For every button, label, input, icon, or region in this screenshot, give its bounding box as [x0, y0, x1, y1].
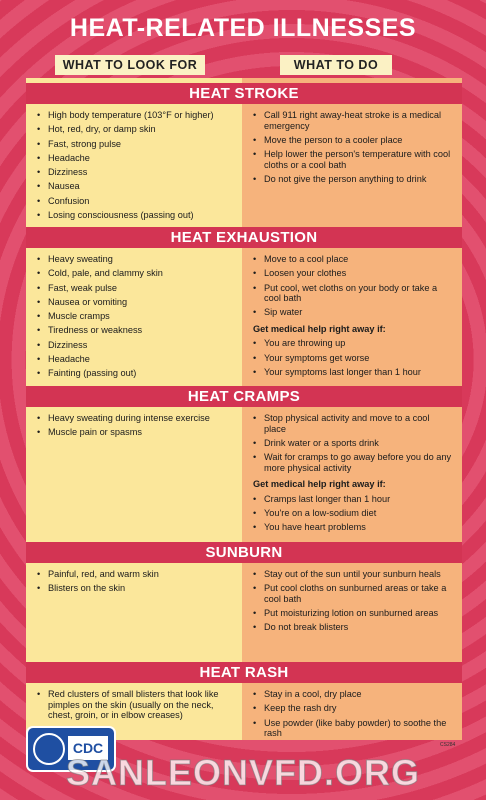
list-item: • Put cool cloths on sunburned areas or take a cool bath [252, 583, 452, 604]
list-item: • Your symptoms last longer than 1 hour [252, 367, 452, 378]
list-item: • Do not give the person anything to drink [252, 174, 452, 185]
list-item: • Blisters on the skin [36, 583, 236, 594]
medical-help-list [252, 338, 452, 377]
list-item: • Heavy sweating during intense exercise [36, 413, 236, 424]
list-item: • Sip water [252, 307, 452, 318]
list-item: • Tiredness or weakness [36, 325, 236, 336]
cdc-logo-text: CDC [68, 736, 108, 760]
action-list [252, 569, 452, 633]
watermark: SANLEONVFD.ORG [65, 752, 420, 793]
look-for-column [36, 569, 236, 598]
list-item: • Use powder (like baby powder) to soothe the rash [252, 718, 452, 739]
section-heat-exhaustion [26, 227, 462, 379]
list-item: • Keep the rash dry [252, 703, 452, 714]
action-list [252, 110, 452, 184]
look-for-column [36, 254, 236, 383]
medical-help-heading: Get medical help right away if: [253, 479, 386, 490]
list-item: • You have heart problems [252, 522, 452, 533]
list-item: • Stay in a cool, dry place [252, 689, 452, 700]
list-item: • Muscle pain or spasms [36, 427, 236, 438]
page-title: HEAT-RELATED ILLNESSES [69, 14, 417, 42]
list-item: • Hot, red, dry, or damp skin [36, 124, 236, 135]
list-item: • Stay out of the sun until your sunburn heals [252, 569, 452, 580]
list-item: • Call 911 right away-heat stroke is a medical emergency [252, 110, 452, 131]
list-item: • Wait for cramps to go away before you do any more physical activity [252, 452, 452, 473]
list-item: • Losing consciousness (passing out) [36, 210, 236, 221]
action-list [252, 254, 452, 318]
action-list [252, 689, 452, 739]
what-to-do-column [252, 689, 452, 742]
action-list [252, 413, 452, 473]
list-item: • Cramps last longer than 1 hour [252, 494, 452, 505]
list-item: • Stop physical activity and move to a cool place [252, 413, 452, 434]
list-item: • Dizziness [36, 167, 236, 178]
list-item: • Move to a cool place [252, 254, 452, 265]
column-header-what-to-do: WHAT TO DO [280, 55, 392, 75]
list-item: • Fast, strong pulse [36, 139, 236, 150]
symptom-list [36, 689, 236, 721]
section-heat-stroke [26, 83, 462, 221]
column-header-look-for: WHAT TO LOOK FOR [55, 55, 205, 75]
list-item: • Headache [36, 153, 236, 164]
section-heading: HEAT STROKE [26, 83, 462, 104]
list-item: • Fainting (passing out) [36, 368, 236, 379]
section-heat-cramps [26, 386, 462, 533]
list-item: • You are throwing up [252, 338, 452, 349]
list-item: • Muscle cramps [36, 311, 236, 322]
what-to-do-column [252, 110, 452, 188]
symptom-list [36, 110, 236, 221]
medical-help-heading: Get medical help right away if: [253, 323, 386, 334]
what-to-do-column [252, 569, 452, 637]
section-heading: HEAT CRAMPS [26, 386, 462, 407]
list-item: • High body temperature (103°F or higher) [36, 110, 236, 121]
symptom-list [36, 413, 236, 438]
list-item: • Loosen your clothes [252, 268, 452, 279]
list-item: • Dizziness [36, 340, 236, 351]
list-item: • Red clusters of small blisters that look like pimples on the skin (usually on the neck, chest, groin, or in elbow creases) [36, 689, 236, 721]
list-item: • Help lower the person's temperature with cool cloths or a cool bath [252, 149, 452, 170]
what-to-do-column [252, 413, 452, 536]
section-heading: HEAT EXHAUSTION [26, 227, 462, 248]
symptom-list [36, 254, 236, 379]
list-item: • Confusion [36, 196, 236, 207]
list-item: • Nausea [36, 181, 236, 192]
look-for-column [36, 689, 236, 724]
section-heading: SUNBURN [26, 542, 462, 563]
list-item: • Fast, weak pulse [36, 283, 236, 294]
list-item: • Heavy sweating [36, 254, 236, 265]
look-for-column [36, 413, 236, 442]
document-code: CS284 [440, 742, 456, 748]
section-heading: HEAT RASH [26, 662, 462, 683]
section-sunburn [26, 542, 462, 633]
look-for-column [36, 110, 236, 224]
list-item: • Headache [36, 354, 236, 365]
medical-help-list [252, 494, 452, 533]
what-to-do-column [252, 254, 452, 381]
list-item: • Nausea or vomiting [36, 297, 236, 308]
list-item: • Drink water or a sports drink [252, 438, 452, 449]
list-item: • Put cool, wet cloths on your body or take a cool bath [252, 283, 452, 304]
list-item: • Painful, red, and warm skin [36, 569, 236, 580]
list-item: • Move the person to a cooler place [252, 135, 452, 146]
list-item: • Your symptoms get worse [252, 353, 452, 364]
list-item: • Do not break blisters [252, 622, 452, 633]
list-item: • Put moisturizing lotion on sunburned areas [252, 608, 452, 619]
symptom-list [36, 569, 236, 594]
list-item: • You're on a low-sodium diet [252, 508, 452, 519]
section-heat-rash [26, 662, 462, 739]
list-item: • Cold, pale, and clammy skin [36, 268, 236, 279]
